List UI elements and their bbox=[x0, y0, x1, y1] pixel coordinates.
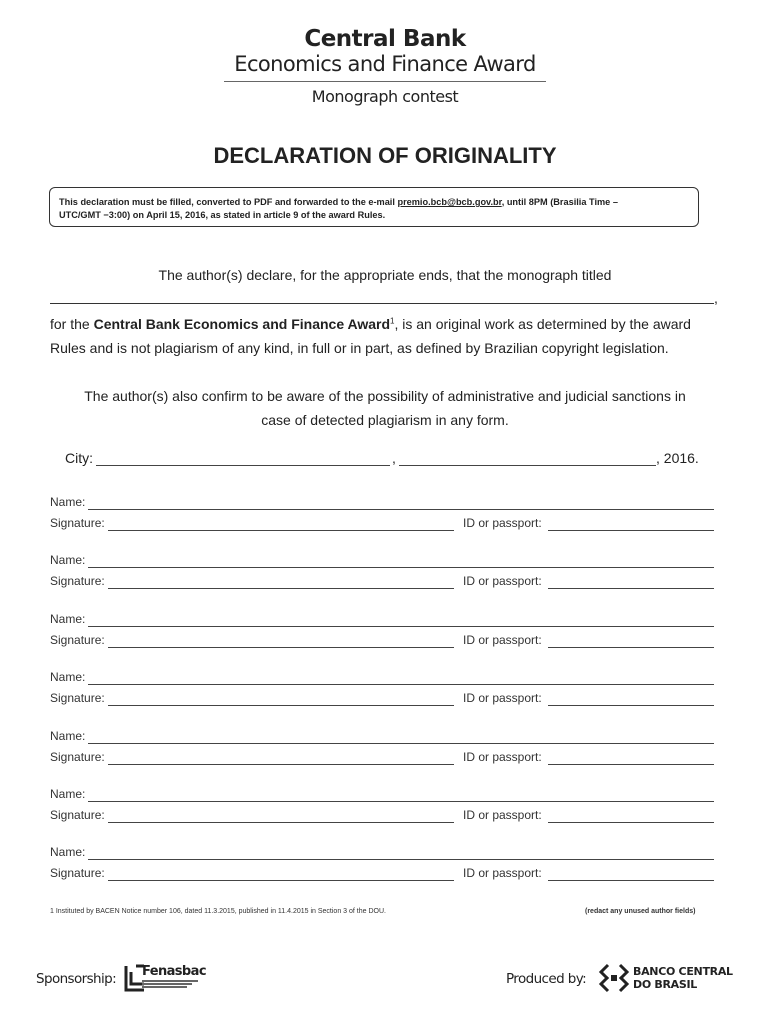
author-signature-label: Signature: bbox=[50, 808, 105, 822]
city-field[interactable] bbox=[96, 465, 390, 466]
author-id-field[interactable] bbox=[548, 647, 714, 648]
producer-line-1: BANCO CENTRAL bbox=[633, 965, 733, 978]
author-name-field[interactable] bbox=[88, 684, 714, 685]
producer-name bbox=[633, 965, 733, 991]
produced-by-label: Produced by: bbox=[506, 971, 587, 987]
sponsorship-label: Sponsorship: bbox=[36, 971, 117, 987]
city-comma: , bbox=[392, 450, 396, 466]
author-signature-label: Signature: bbox=[50, 691, 105, 705]
author-name-label: Name: bbox=[50, 729, 86, 743]
redact-note: (redact any unused author fields) bbox=[585, 908, 696, 915]
footnote: 1 Instituted by BACEN Notice number 106, dated 11.3.2015, published in 11.4.2015 in Section 3 of the DOU. bbox=[50, 908, 386, 915]
author-signature-field[interactable] bbox=[108, 764, 454, 765]
declaration-line-6: case of detected plagiarism in any form. bbox=[261, 412, 509, 428]
instructions-box bbox=[49, 187, 699, 227]
instructions-text-2: , until 8PM (Brasilia Time – bbox=[501, 197, 618, 207]
author-name-field[interactable] bbox=[88, 567, 714, 568]
instructions-text-3: UTC/GMT −3:00) on April 15, 2016, as stated in article 9 of the award Rules. bbox=[59, 210, 386, 220]
author-signature-label: Signature: bbox=[50, 574, 105, 588]
author-name-label: Name: bbox=[50, 553, 86, 567]
monograph-title-field[interactable] bbox=[50, 289, 714, 304]
author-signature-field[interactable] bbox=[108, 588, 454, 589]
author-signature-field[interactable] bbox=[108, 705, 454, 706]
author-id-field[interactable] bbox=[548, 705, 714, 706]
contact-email-link[interactable]: premio.bcb@bcb.gov.br bbox=[397, 197, 502, 207]
declaration-line-3-rest: , is an original work as determined by the award bbox=[394, 316, 691, 332]
sponsor-tagline-graphic bbox=[142, 980, 198, 988]
author-signature-field[interactable] bbox=[108, 647, 454, 648]
author-signature-label: Signature: bbox=[50, 866, 105, 880]
author-name-label: Name: bbox=[50, 845, 86, 859]
author-id-field[interactable] bbox=[548, 822, 714, 823]
author-id-field[interactable] bbox=[548, 764, 714, 765]
author-id-label: ID or passport: bbox=[463, 574, 542, 588]
declaration-line-4: Rules and is not plagiarism of any kind, in full or in part, as defined by Brazilian copyright legislation. bbox=[50, 340, 669, 356]
author-name-field[interactable] bbox=[88, 509, 714, 510]
author-id-label: ID or passport: bbox=[463, 750, 542, 764]
author-signature-field[interactable] bbox=[108, 822, 454, 823]
title-line-comma: , bbox=[714, 290, 718, 306]
author-signature-label: Signature: bbox=[50, 750, 105, 764]
for-the-text: for the bbox=[50, 316, 94, 332]
author-signature-field[interactable] bbox=[108, 880, 454, 881]
producer-line-2: DO BRASIL bbox=[633, 978, 698, 991]
sponsor-name: Fenasbac bbox=[142, 964, 206, 979]
author-id-field[interactable] bbox=[548, 880, 714, 881]
declaration-line-1: The author(s) declare, for the appropriate ends, that the monograph titled bbox=[158, 267, 612, 283]
award-name: Central Bank Economics and Finance Award bbox=[93, 316, 391, 332]
award-subtitle: Economics and Finance Award bbox=[234, 52, 536, 76]
author-signature-field[interactable] bbox=[108, 530, 454, 531]
contest-name: Monograph contest bbox=[311, 87, 459, 106]
header-divider bbox=[224, 81, 546, 82]
author-name-field[interactable] bbox=[88, 626, 714, 627]
author-id-field[interactable] bbox=[548, 530, 714, 531]
author-id-label: ID or passport: bbox=[463, 633, 542, 647]
declaration-line-3 bbox=[50, 316, 720, 332]
author-id-label: ID or passport: bbox=[463, 691, 542, 705]
author-id-label: ID or passport: bbox=[463, 808, 542, 822]
author-name-label: Name: bbox=[50, 612, 86, 626]
year-text: , 2016. bbox=[656, 450, 699, 466]
author-name-field[interactable] bbox=[88, 859, 714, 860]
author-id-label: ID or passport: bbox=[463, 866, 542, 880]
author-id-field[interactable] bbox=[548, 588, 714, 589]
author-name-label: Name: bbox=[50, 495, 86, 509]
declaration-line-5: The author(s) also confirm to be aware of the possibility of administrative and judicial sanctions in bbox=[84, 388, 686, 404]
author-signature-label: Signature: bbox=[50, 633, 105, 647]
author-name-field[interactable] bbox=[88, 801, 714, 802]
city-label: City: bbox=[65, 450, 93, 466]
author-name-field[interactable] bbox=[88, 743, 714, 744]
instructions-text-1: This declaration must be filled, converted to PDF and forwarded to the e-mail bbox=[59, 197, 398, 207]
author-name-label: Name: bbox=[50, 670, 86, 684]
footnote-mark: 1 bbox=[390, 316, 395, 326]
author-id-label: ID or passport: bbox=[463, 516, 542, 530]
document-title: DECLARATION OF ORIGINALITY bbox=[213, 143, 557, 168]
award-title: Central Bank bbox=[304, 26, 466, 52]
author-signature-label: Signature: bbox=[50, 516, 105, 530]
author-name-label: Name: bbox=[50, 787, 86, 801]
date-field[interactable] bbox=[399, 465, 656, 466]
banco-central-logo-icon bbox=[598, 963, 630, 993]
